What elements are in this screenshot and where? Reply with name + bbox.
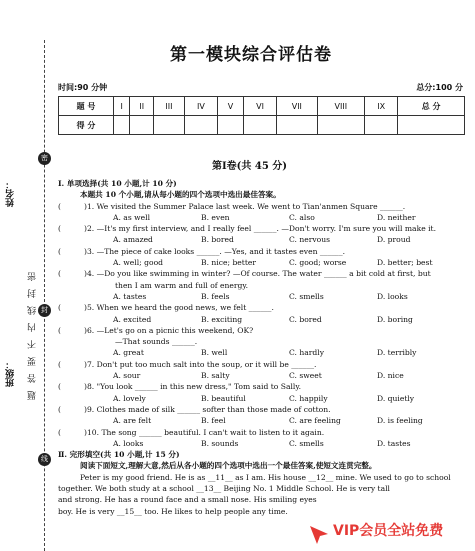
score-cell: V xyxy=(218,97,244,116)
answer-option: B. beautiful xyxy=(201,393,246,403)
vip-arrow-icon xyxy=(306,520,332,546)
question-text: )10. The song ______ beautiful. I can't wait to listen to it again. xyxy=(84,427,325,437)
exam-content xyxy=(58,178,468,517)
question-continuation: then I am warm and full of energy. xyxy=(115,280,249,290)
question-list xyxy=(58,201,468,450)
answer-paren[interactable]: ( xyxy=(58,201,61,211)
seal-dot-1: 密 xyxy=(38,152,51,165)
answer-option: B. even xyxy=(201,212,230,222)
answer-option: C. smells xyxy=(289,438,324,448)
question-stem xyxy=(58,201,468,212)
answer-option: A. excited xyxy=(113,314,152,324)
question-stem xyxy=(58,302,468,313)
answer-paren[interactable]: ( xyxy=(58,427,61,437)
answer-paren[interactable]: ( xyxy=(58,359,61,369)
watermark-text: VIP会员全站免费 xyxy=(333,523,444,539)
answer-option: D. terribly xyxy=(377,348,417,358)
question-text: )3. —The piece of cake looks ______. —Yes, and it tastes even ______. xyxy=(84,246,346,256)
question-text: )2. —It's my first interview, and I really feel ______. —Don't worry. I'm sure you will make it. xyxy=(84,224,436,234)
option-row xyxy=(58,415,468,426)
score-cell: IV xyxy=(184,97,217,116)
score-table xyxy=(58,96,465,135)
answer-option: C. bored xyxy=(289,314,322,324)
answer-option: B. salty xyxy=(201,371,230,381)
option-row xyxy=(58,291,468,302)
class-label: 班级： xyxy=(6,360,16,387)
score-cell: 题 号 xyxy=(59,97,114,116)
answer-option: D. quietly xyxy=(377,393,415,403)
answer-option: A. great xyxy=(113,348,144,358)
answer-paren[interactable]: ( xyxy=(58,224,61,234)
answer-option: A. looks xyxy=(113,438,144,448)
question-text: )8. "You look ______ in this new dress," Tom said to Sally. xyxy=(84,382,302,392)
option-row xyxy=(58,370,468,381)
answer-option: C. smells xyxy=(289,291,324,301)
question-stem xyxy=(58,404,468,415)
answer-option: C. sweet xyxy=(289,371,322,381)
answer-paren[interactable]: ( xyxy=(58,269,61,279)
question-text: )7. Don't put too much salt into the soup, or it will be ______. xyxy=(84,359,317,369)
answer-option: C. also xyxy=(289,212,315,222)
option-row xyxy=(58,393,468,404)
answer-option: B. feel xyxy=(201,416,226,426)
score-input-cell[interactable] xyxy=(154,116,185,135)
answer-paren[interactable]: ( xyxy=(58,382,61,392)
section-title: 第Ⅰ卷(共 45 分) xyxy=(212,161,288,172)
no-answer-warning: 题答要不内线封密 xyxy=(28,264,38,400)
page-title: 第一模块综合评估卷 xyxy=(170,45,332,65)
seal-dot-2: 封 xyxy=(38,304,51,317)
answer-option: C. good; worse xyxy=(289,258,347,268)
score-input-cell[interactable] xyxy=(184,116,217,135)
question-text: )4. —Do you like swimming in winter? —Of course. The water ______ a bit cold at first, but xyxy=(84,269,431,279)
passage-line: boy. He is very __15__ too. He likes to help people any time. xyxy=(58,506,288,516)
score-input-cell[interactable] xyxy=(398,116,465,135)
answer-option: D. nice xyxy=(377,371,404,381)
answer-option: A. sour xyxy=(113,371,141,381)
passage-line: together. We both study at a school __13__ Beijing No. 1 Middle School. He is very tall xyxy=(58,484,390,494)
score-input-cell[interactable] xyxy=(218,116,244,135)
question-text: )6. —Let's go on a picnic this weekend, OK? xyxy=(84,325,254,335)
question-continuation: —That sounds ______. xyxy=(115,337,198,347)
question-stem xyxy=(58,427,468,438)
answer-option: A. as well xyxy=(113,212,151,222)
seal-line xyxy=(44,40,45,551)
answer-option: B. bored xyxy=(201,235,234,245)
answer-paren[interactable]: ( xyxy=(58,325,61,335)
answer-paren[interactable]: ( xyxy=(58,303,61,313)
answer-paren[interactable]: ( xyxy=(58,246,61,256)
total-score-label: 总分:100 分 xyxy=(416,83,463,92)
score-row-label: 得 分 xyxy=(59,116,114,135)
answer-option: C. are feeling xyxy=(289,416,341,426)
option-row xyxy=(58,438,468,449)
answer-option: C. nervous xyxy=(289,235,331,245)
answer-option: D. tastes xyxy=(377,438,411,448)
part1-instruction: 本题共 10 个小题,请从每小题的四个选项中选出最佳答案。 xyxy=(80,190,281,200)
score-input-cell[interactable] xyxy=(114,116,130,135)
answer-option: D. is feeling xyxy=(377,416,423,426)
answer-option: A. well; good xyxy=(113,258,164,268)
question-stem xyxy=(58,359,468,370)
option-row xyxy=(58,314,468,325)
passage-line: Peter is my good friend. He is as __11__ as I am. His house __12__ mine. We used to go to school xyxy=(80,472,451,482)
score-cell: 总 分 xyxy=(398,97,465,116)
answer-option: D. neither xyxy=(377,212,416,222)
score-input-cell[interactable] xyxy=(243,116,276,135)
answer-option: B. nice; better xyxy=(201,258,257,268)
score-cell: I xyxy=(114,97,130,116)
answer-option: A. lovely xyxy=(113,393,146,403)
part2-instruction: 阅读下面短文,理解大意,然后从各小题的四个选项中选出一个最佳答案,使短文连贯完整。 xyxy=(80,461,377,471)
part2-heading: Ⅱ. 完形填空(共 10 小题,计 15 分) xyxy=(58,450,180,460)
question-text: )1. We visited the Summer Palace last week. We went to Tian'anmen Square ______. xyxy=(84,201,406,211)
option-row xyxy=(58,234,468,245)
seal-dot-3: 线 xyxy=(38,453,51,466)
answer-option: D. proud xyxy=(377,235,411,245)
option-row xyxy=(58,347,468,358)
answer-option: B. exciting xyxy=(201,314,243,324)
score-input-cell[interactable] xyxy=(317,116,365,135)
answer-option: B. feels xyxy=(201,291,230,301)
binding-strip xyxy=(0,0,52,551)
answer-option: D. boring xyxy=(377,314,413,324)
score-input-cell[interactable] xyxy=(130,116,154,135)
answer-option: A. amazed xyxy=(113,235,153,245)
option-row xyxy=(58,212,468,223)
answer-option: B. well xyxy=(201,348,228,358)
score-cell: IX xyxy=(365,97,398,116)
question-stem xyxy=(58,223,468,234)
option-row xyxy=(58,257,468,268)
score-table-header-row xyxy=(59,97,465,116)
score-cell: VIII xyxy=(317,97,365,116)
part1-heading: Ⅰ. 单项选择(共 10 小题,计 10 分) xyxy=(58,179,177,188)
answer-option: D. better; best xyxy=(377,258,433,268)
score-cell: II xyxy=(130,97,154,116)
answer-option: D. looks xyxy=(377,291,408,301)
answer-option: A. are felt xyxy=(113,416,152,426)
score-table-score-row xyxy=(59,116,465,135)
score-cell: VII xyxy=(277,97,317,116)
answer-paren[interactable]: ( xyxy=(58,404,61,414)
score-input-cell[interactable] xyxy=(365,116,398,135)
score-cell: III xyxy=(154,97,185,116)
answer-option: A. tastes xyxy=(113,291,147,301)
question-stem xyxy=(58,325,468,336)
question-stem xyxy=(58,381,468,392)
answer-option: C. happily xyxy=(289,393,328,403)
score-input-cell[interactable] xyxy=(277,116,317,135)
answer-option: C. hardly xyxy=(289,348,324,358)
answer-option: B. sounds xyxy=(201,438,239,448)
question-text: )9. Clothes made of silk ______ softer than those made of cotton. xyxy=(84,404,331,414)
question-stem xyxy=(58,268,468,279)
passage-line: and strong. He has a round face and a small nose. His smiling eyes xyxy=(58,495,317,505)
name-label: 姓名： xyxy=(6,180,16,207)
question-text: )5. When we heard the good news, we felt ______. xyxy=(84,303,274,313)
question-stem xyxy=(58,246,468,257)
score-cell: VI xyxy=(243,97,276,116)
time-label: 时间:90 分钟 xyxy=(58,83,108,92)
